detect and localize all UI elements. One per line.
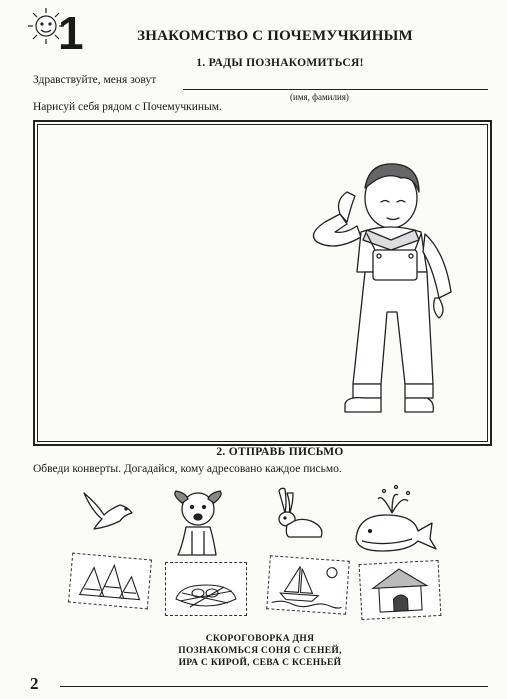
bottom-rule: [60, 686, 488, 687]
tongue-twister-line-1: ПОЗНАКОМЬСЯ СОНЯ С СЕНЕЙ,: [178, 646, 342, 656]
lesson-emblem: [22, 4, 86, 59]
greeting-label: Здравствуйте, меня зовут: [33, 74, 157, 86]
tree-icon: [69, 554, 151, 609]
page-title: ЗНАКОМСТВО С ПОЧЕМУЧКИНЫМ: [137, 28, 413, 44]
doghouse-icon: [360, 561, 441, 619]
rabbit-icon[interactable]: [265, 487, 327, 539]
name-underline[interactable]: [183, 89, 488, 90]
envelope-nest[interactable]: [165, 562, 247, 616]
dog-icon[interactable]: [168, 487, 230, 559]
page-number: 2: [30, 674, 39, 693]
lesson-number: 1: [58, 7, 84, 59]
section1-heading: 1. РАДЫ ПОЗНАКОМИТЬСЯ!: [196, 57, 364, 69]
sailboat-icon: [267, 556, 348, 613]
envelope-sea[interactable]: [266, 555, 350, 614]
envelope-doghouse[interactable]: [359, 560, 442, 620]
whale-icon[interactable]: [352, 483, 438, 557]
tongue-twister-line-2: ИРА С КИРОЙ, СЕВА С КСЕНЬЕЙ: [178, 658, 342, 668]
envelope-forest[interactable]: [68, 553, 152, 610]
bird-icon[interactable]: [80, 485, 138, 533]
tongue-twister-label: СКОРОГОВОРКА ДНЯ: [205, 634, 315, 644]
drawing-area[interactable]: [33, 120, 492, 446]
section2-task: Обведи конверты. Догадайся, кому адресовано каждое письмо.: [33, 463, 342, 475]
section2-heading: 2. ОТПРАВЬ ПИСЬМО: [216, 446, 344, 458]
draw-task: Нарисуй себя рядом с Почемучкиным.: [33, 101, 222, 113]
nest-icon: [166, 563, 246, 615]
pochemuchkin-illustration: [35, 122, 490, 444]
name-hint: (имя, фамилия): [290, 92, 349, 102]
